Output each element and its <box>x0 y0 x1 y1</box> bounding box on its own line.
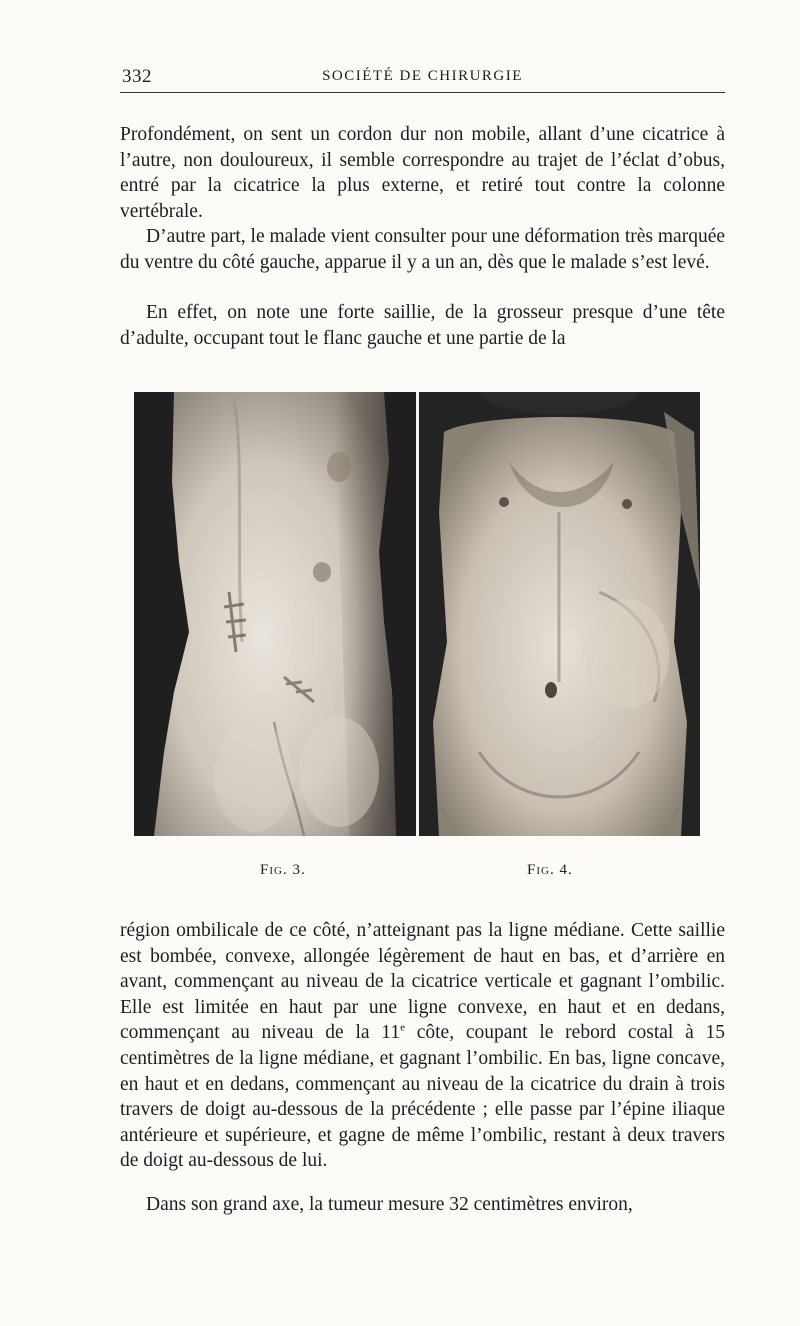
page-number: 332 <box>122 66 152 87</box>
paragraph-part-2: côte, coupant le rebord costal à 15 centimètres de la ligne médiane, et gagnant l’ombilic. En bas, ligne concave, en haut et en dedans, commençant au niveau de la cicatrice du drain à trois travers de doigt au-dessous de la précédente ; elle passe par l’épine iliaque antérieure et supérieure, et gagne de même l’ombilic, restant à deux travers de doigt au-dessous de lui. <box>120 1022 725 1172</box>
paragraph-swelling-description <box>120 918 725 1174</box>
figure-4-caption: Fig. 4. <box>527 862 573 878</box>
page-header <box>120 64 725 93</box>
front-view-photo-illustration <box>419 392 700 836</box>
figure-3-photo <box>134 392 416 836</box>
back-view-photo-illustration <box>134 392 416 836</box>
ordinal-superscript: e <box>400 1021 405 1034</box>
paragraph-cord: Profondément, on sent un cordon dur non mobile, allant d’une cicatrice à l’autre, non douloureux, il semble correspondre au trajet de l’éclat d’obus, entré par la cicatrice la plus externe, et retiré tout contre la colonne vertébrale. <box>120 124 725 222</box>
paragraph-swelling: En effet, on note une forte saillie, de la grosseur presque d’une tête d’adulte, occupant tout le flanc gauche et une partie de la <box>120 302 725 349</box>
paragraph-tumor-size: Dans son grand axe, la tumeur mesure 32 centimètres environ, <box>146 1194 633 1215</box>
figure-3-caption: Fig. 3. <box>260 862 306 878</box>
figure-4-photo <box>419 392 700 836</box>
paragraph-deformation: D’autre part, le malade vient consulter pour une déformation très marquée du ventre du côté gauche, apparue il y a un an, dès que le malade s’est levé. <box>120 226 725 273</box>
paragraph-part-1: région ombilicale de ce côté, n’atteignant pas la ligne médiane. Cette saillie est bombée, convexe, allongée légèrement de haut en bas, et d’arrière en avant, commençant au niveau de la cicatrice verticale et gagnant l’ombilic. Elle est limitée en haut par une ligne convexe, en haut et en dedans, commençant au niveau de la 11 <box>120 920 725 1044</box>
running-title: SOCIÉTÉ DE CHIRURGIE <box>322 68 523 84</box>
